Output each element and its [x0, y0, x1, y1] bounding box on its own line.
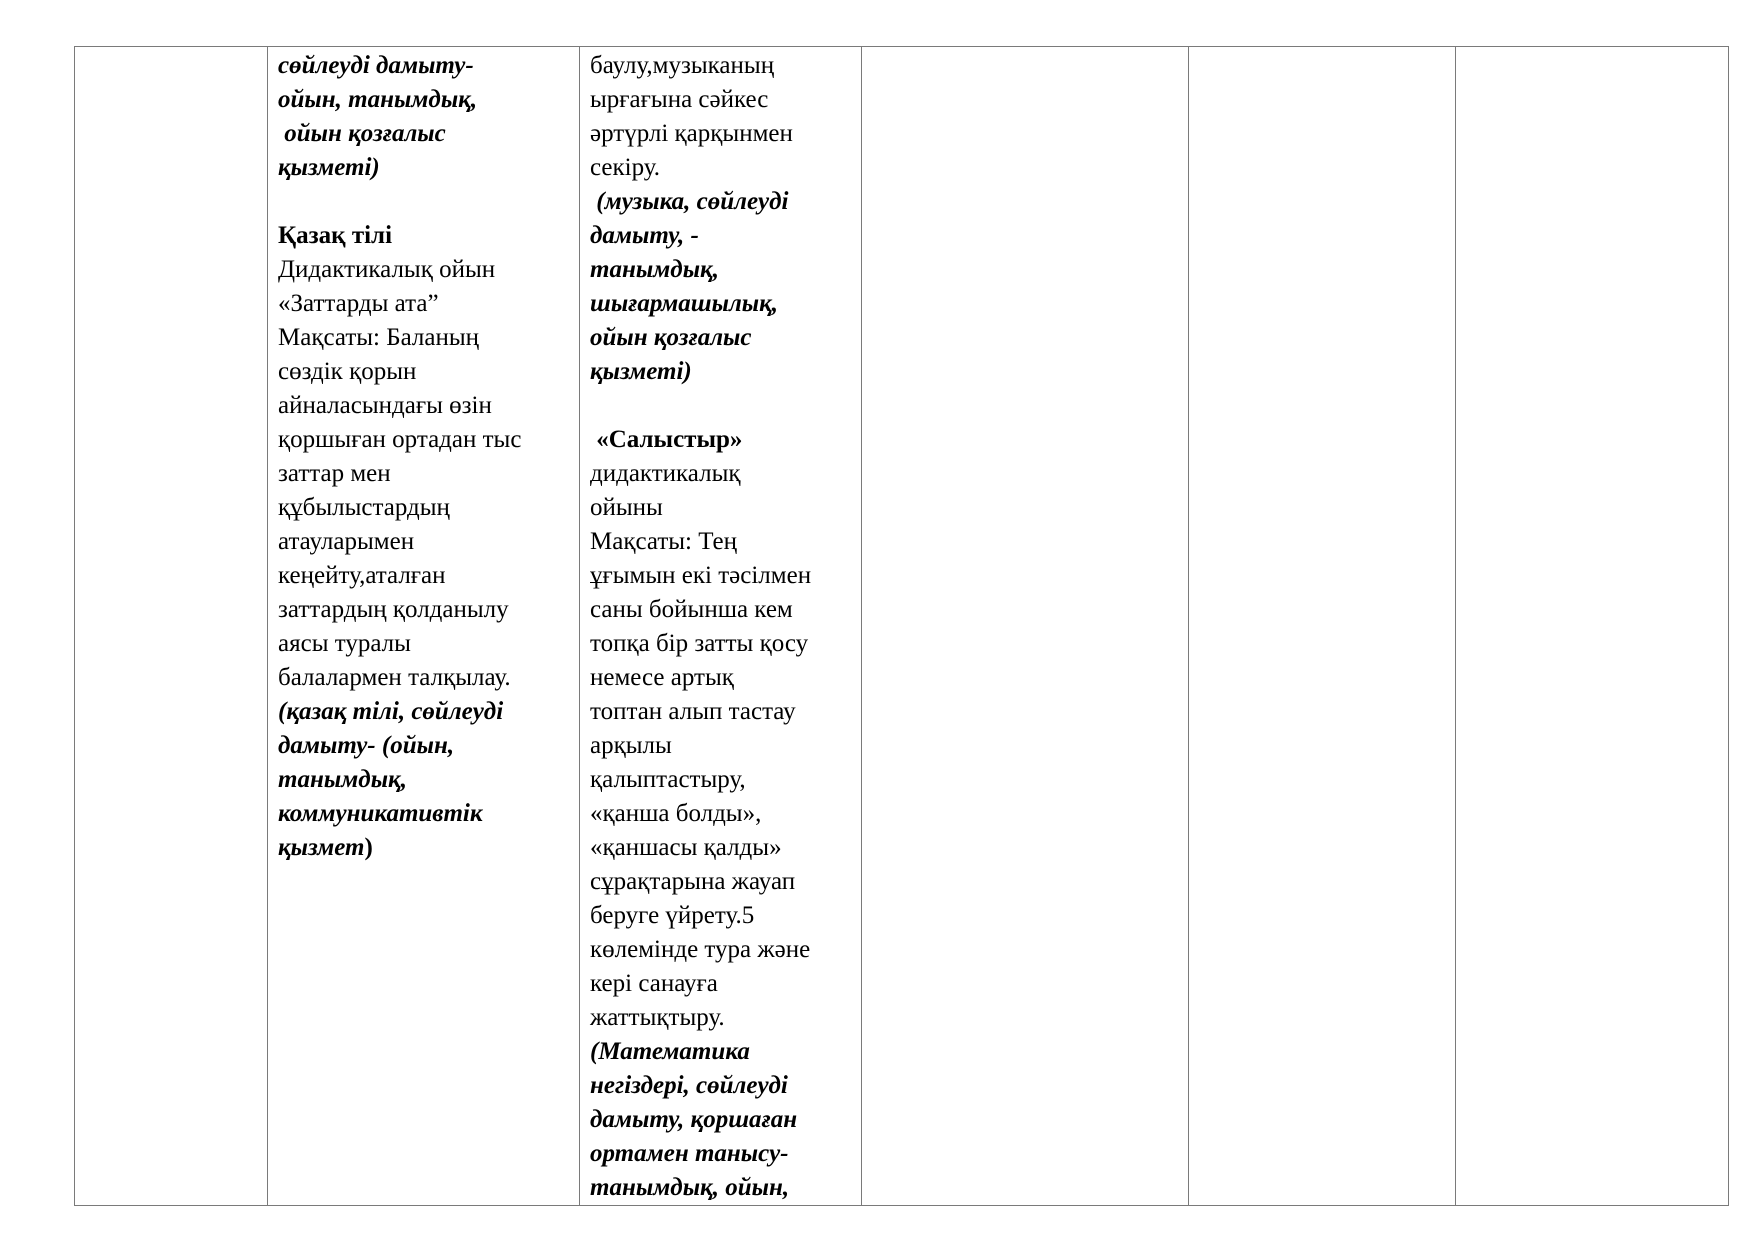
- text-line: Мақсаты: Тең: [590, 528, 738, 555]
- text-line: Дидактикалық ойын: [278, 256, 496, 283]
- text-line: көлемінде тура және: [590, 936, 811, 963]
- text-line: баулу,музыканың: [590, 52, 775, 79]
- text-line: ұғымын екі тәсілмен: [590, 562, 812, 589]
- text-line: заттардың қолданылу: [278, 596, 509, 623]
- text-line: қызметі): [590, 358, 692, 385]
- table-cell-col2: [268, 47, 580, 1206]
- text-line: дамыту- (ойын,: [278, 732, 455, 759]
- text-line: сөздік қорын: [278, 358, 417, 385]
- table-cell-col1: [75, 47, 268, 1206]
- text-line: айналасындағы өзін: [278, 392, 492, 419]
- text-line: әртүрлі қарқынмен: [590, 120, 793, 147]
- text-line: ойыны: [590, 494, 663, 521]
- text-line: (қазақ тілі, сөйлеуді: [278, 698, 504, 725]
- table-cell-col6: [1456, 47, 1729, 1206]
- text-line: ойын қозғалыс: [278, 120, 446, 147]
- cell-text-col3: [580, 47, 861, 1205]
- text-line: танымдық, ойын,: [590, 1174, 790, 1201]
- text-line: сұрақтарына жауап: [590, 868, 796, 895]
- text-line: секіру.: [590, 154, 661, 181]
- text-line: кері санауға: [590, 970, 718, 997]
- text-line: (Математика: [590, 1038, 750, 1065]
- table-cell-col5: [1189, 47, 1456, 1206]
- text-line: саны бойынша кем: [590, 596, 793, 623]
- text-line: негіздері, сөйлеуді: [590, 1072, 788, 1099]
- table-cell-col3: [580, 47, 862, 1206]
- text-line: қалыптастыру,: [590, 766, 746, 793]
- text-line: танымдық,: [590, 256, 719, 283]
- text-line: ойын, танымдық,: [278, 86, 478, 113]
- text-fragment: қызмет: [278, 834, 365, 861]
- text-line: балалармен талқылау.: [278, 664, 511, 691]
- text-line: шығармашылық,: [590, 290, 779, 317]
- text-line: заттар мен: [278, 460, 391, 487]
- text-line: кеңейту,аталған: [278, 562, 446, 589]
- text-line: ойын қозғалыс: [590, 324, 752, 351]
- text-line: танымдық,: [278, 766, 407, 793]
- text-line: сөйлеуді дамыту-: [278, 52, 474, 79]
- table-cell-col4: [862, 47, 1189, 1206]
- spacer: [590, 389, 853, 423]
- text-line: «қаншасы қалды»: [590, 834, 782, 861]
- text-line: дамыту, -: [590, 222, 699, 249]
- cell-text-col2: [268, 47, 579, 865]
- text-line: аясы туралы: [278, 630, 411, 657]
- table-row: [75, 47, 1729, 1206]
- text-line: құбылыстардың: [278, 494, 450, 521]
- text-line: қызметі): [278, 154, 380, 181]
- text-line: ырғағына сәйкес: [590, 86, 769, 113]
- section-heading-kazakh-language: Қазақ тілі: [278, 222, 393, 249]
- text-line: топтан алып тастау: [590, 698, 796, 725]
- text-line: ортамен танысу-: [590, 1140, 789, 1167]
- text-line: дидактикалық: [590, 460, 741, 487]
- text-fragment: ): [364, 834, 373, 861]
- text-line: (музыка, сөйлеуді: [590, 188, 789, 215]
- text-line: жаттықтыру.: [590, 1004, 725, 1031]
- text-line: немесе артық: [590, 664, 734, 691]
- text-line: арқылы: [590, 732, 672, 759]
- text-line: қоршыған ортадан тыс: [278, 426, 522, 453]
- spacer: [278, 185, 571, 219]
- text-line: Мақсаты: Баланың: [278, 324, 480, 351]
- text-line: топқа бір затты қосу: [590, 630, 809, 657]
- text-line: «қанша болды»,: [590, 800, 762, 827]
- text-line: беруге үйрету.5: [590, 902, 755, 929]
- text-line: «Заттарды ата”: [278, 290, 439, 317]
- text-line: коммуникативтік: [278, 800, 483, 827]
- plan-table: [74, 46, 1729, 1206]
- text-line: дамыту, қоршаған: [590, 1106, 798, 1133]
- text-line: атауларымен: [278, 528, 415, 555]
- text-line: [278, 831, 571, 865]
- section-heading-compare: «Салыстыр»: [590, 426, 743, 453]
